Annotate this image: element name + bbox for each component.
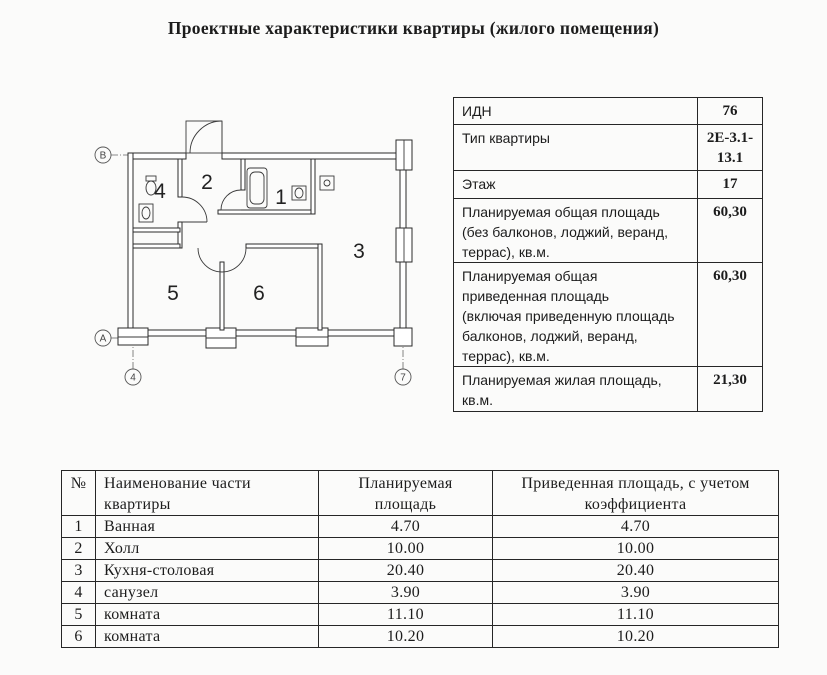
label-line: террас), кв.м.: [462, 244, 550, 260]
table-row: [62, 582, 779, 604]
summary-row-total-area: [454, 199, 763, 263]
header-line: Планируемая: [358, 475, 453, 492]
header-line: Приведенная площадь, с учетом: [521, 475, 750, 492]
summary-row-living-area: [454, 367, 763, 412]
entry-door: [186, 121, 222, 153]
cell-number: 1: [62, 516, 96, 538]
header-line: площадь: [374, 496, 437, 513]
label-line: террас), кв.м.: [462, 348, 550, 364]
summary-row-idn: [454, 98, 763, 125]
label-line: (без балконов, лоджий, веранд,: [462, 224, 668, 240]
axis-label-right-column: 7: [400, 372, 406, 384]
cell-planned-area: 4.70: [319, 516, 493, 538]
room-label-hall: 2: [201, 171, 213, 194]
room-label-wc: 4: [154, 180, 166, 203]
summary-value: [698, 367, 763, 412]
cell-reduced-area: 4.70: [493, 516, 779, 538]
cell-reduced-area: 3.90: [493, 582, 779, 604]
cell-planned-area: 10.20: [319, 626, 493, 648]
label-line: Планируемая жилая площадь,: [462, 372, 662, 388]
value-line: 76: [722, 103, 738, 119]
header-room-name: [96, 471, 319, 516]
summary-row-reduced-area: [454, 263, 763, 367]
summary-label: [454, 199, 698, 263]
summary-label: [454, 98, 698, 125]
cell-number: 3: [62, 560, 96, 582]
header-number: [62, 471, 96, 516]
cell-reduced-area: 11.10: [493, 604, 779, 626]
cell-planned-area: 20.40: [319, 560, 493, 582]
label-line: Планируемая общая: [462, 268, 598, 284]
summary-row-floor: [454, 171, 763, 199]
value-line: 17: [722, 176, 738, 192]
label-line: Этаж: [462, 176, 496, 192]
header-planned-area: [319, 471, 493, 516]
value-line: 13.1: [716, 150, 744, 166]
label-line: кв.м.: [462, 392, 493, 408]
value-line: 60,30: [713, 204, 747, 220]
cell-planned-area: 10.00: [319, 538, 493, 560]
label-line: (включая приведенную площадь: [462, 308, 675, 324]
room-label-bathroom: 1: [275, 186, 287, 209]
summary-value: [698, 263, 763, 367]
cell-reduced-area: 20.40: [493, 560, 779, 582]
cell-room-name: комната: [96, 626, 319, 648]
room-numbers: [154, 171, 365, 305]
value-line: 60,30: [713, 268, 747, 284]
header-line: Наименование части: [104, 475, 251, 492]
summary-label: [454, 263, 698, 367]
value-line: 21,30: [713, 372, 747, 388]
value-line: 2Е-3.1-: [706, 130, 754, 146]
label-line: Планируемая общая площадь: [462, 204, 660, 220]
room-label-5: 5: [167, 282, 179, 305]
summary-value: [698, 171, 763, 199]
axis-markers: [95, 147, 411, 385]
room-label-6: 6: [253, 282, 265, 305]
label-line: ИДН: [462, 103, 492, 119]
table-row: [62, 626, 779, 648]
summary-label: [454, 171, 698, 199]
apartment-summary-table: [453, 97, 763, 412]
cell-reduced-area: 10.20: [493, 626, 779, 648]
axis-label-bottom: А: [99, 333, 107, 345]
cell-room-name: Ванная: [96, 516, 319, 538]
table-row: [62, 560, 779, 582]
cell-planned-area: 11.10: [319, 604, 493, 626]
cell-reduced-area: 10.00: [493, 538, 779, 560]
summary-row-type: [454, 125, 763, 171]
summary-value: [698, 199, 763, 263]
summary-label: [454, 125, 698, 171]
cell-room-name: санузел: [96, 582, 319, 604]
rooms-area-table: [61, 470, 779, 648]
header-line: коэффициента: [584, 496, 687, 513]
header-line: №: [70, 475, 87, 492]
cell-room-name: Холл: [96, 538, 319, 560]
label-line: балконов, лоджий, веранд,: [462, 328, 638, 344]
label-line: Тип квартиры: [462, 130, 550, 146]
cell-number: 6: [62, 626, 96, 648]
label-line: приведенная площадь: [462, 288, 610, 304]
table-row: [62, 538, 779, 560]
cell-room-name: комната: [96, 604, 319, 626]
header-reduced-area: [493, 471, 779, 516]
cell-number: 4: [62, 582, 96, 604]
cell-planned-area: 3.90: [319, 582, 493, 604]
axis-label-top: В: [99, 150, 107, 162]
door-swings: [182, 190, 246, 272]
table-row: [62, 516, 779, 538]
cell-room-name: Кухня-столовая: [96, 560, 319, 582]
cell-number: 2: [62, 538, 96, 560]
summary-label: [454, 367, 698, 412]
axis-label-left-column: 4: [130, 372, 136, 384]
room-label-kitchen: 3: [353, 240, 365, 263]
header-line: квартиры: [104, 496, 171, 513]
kitchen-fixture: [320, 176, 334, 190]
summary-value: [698, 125, 763, 171]
page-title: Проектные характеристики квартиры (жилого помещения): [167, 18, 660, 38]
rooms-table-header: [62, 471, 779, 516]
table-row: [62, 604, 779, 626]
floor-plan: [90, 110, 430, 395]
summary-value: [698, 98, 763, 125]
cell-number: 5: [62, 604, 96, 626]
